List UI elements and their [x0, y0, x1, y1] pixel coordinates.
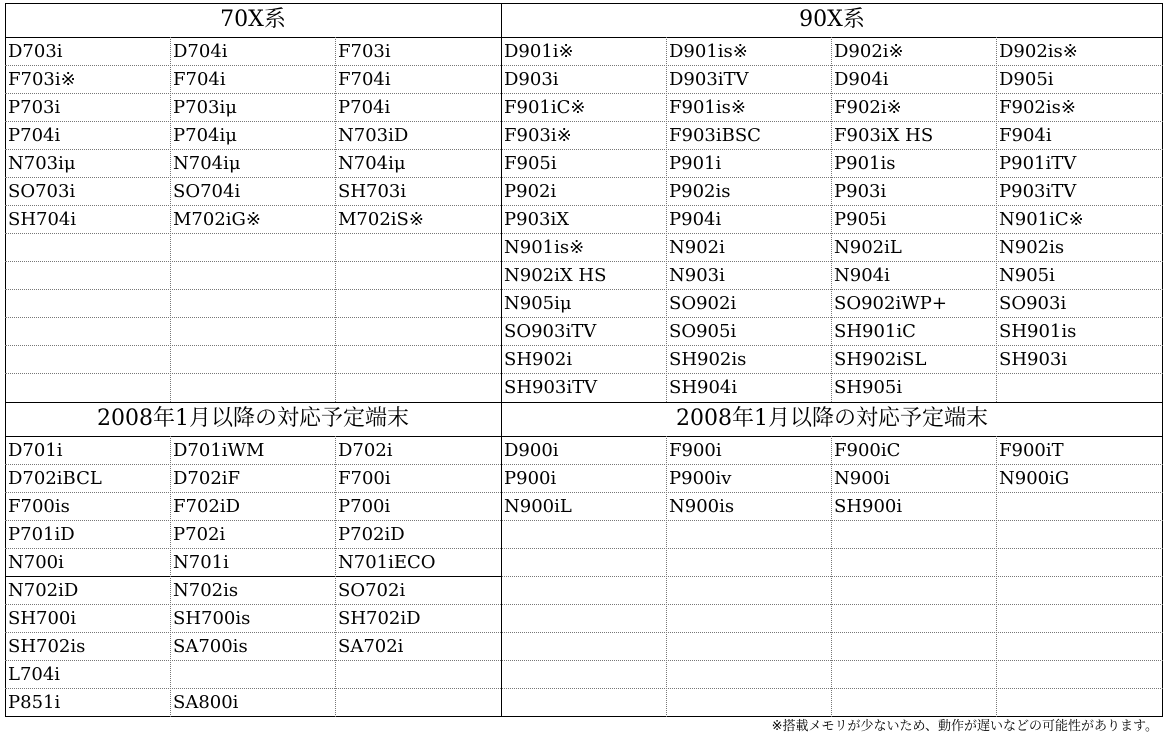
device-grid-planned-left: [5, 436, 501, 717]
device-model: F905i: [504, 153, 557, 174]
panel-title-90x: 90X系: [799, 7, 865, 32]
table-row: [5, 150, 501, 178]
device-model: SO704i: [173, 181, 241, 202]
device-model: M702iG※: [173, 209, 262, 230]
device-model: SA800i: [173, 692, 239, 713]
device-model: [5, 234, 170, 262]
panel-planned-90x: [501, 402, 1163, 717]
table-row: [5, 178, 501, 206]
device-model: [666, 689, 831, 717]
device-model: SO703i: [8, 181, 76, 202]
device-model: D901i※: [504, 41, 574, 62]
device-model: SH900i: [834, 496, 903, 517]
device-model: P903iX: [504, 209, 570, 230]
table-row: [5, 122, 501, 150]
device-model: [666, 661, 831, 689]
table-row: [501, 66, 1163, 94]
device-model: P901is: [834, 153, 896, 174]
table-row: [5, 521, 501, 549]
device-model: SH903i: [999, 349, 1068, 370]
device-model: [501, 689, 666, 717]
device-model: D702iBCL: [8, 468, 102, 489]
device-model: D902is※: [999, 41, 1078, 62]
device-model: SH902is: [669, 349, 747, 370]
panel-planned-70x: [5, 402, 501, 717]
table-row: [501, 521, 1163, 549]
device-model: F902is※: [999, 97, 1076, 118]
table-row: [501, 549, 1163, 577]
device-model: [996, 577, 1161, 605]
device-grid-70x: [5, 37, 501, 402]
device-model: [831, 521, 996, 549]
device-model: [666, 605, 831, 633]
table-row: [5, 94, 501, 122]
table-row: [5, 346, 501, 374]
device-model: D900i: [504, 440, 559, 461]
table-row: [501, 437, 1163, 465]
panel-title-70x: 70X系: [220, 7, 286, 32]
device-model: P901iTV: [999, 153, 1077, 174]
device-model: F900iC: [834, 440, 901, 461]
table-row: [501, 122, 1163, 150]
column-separator: [831, 436, 832, 717]
device-model: N701iECO: [338, 552, 436, 573]
device-model: SH902iSL: [834, 349, 927, 370]
table-row: [501, 493, 1163, 521]
device-model: N900iG: [999, 468, 1070, 489]
device-model: [335, 262, 500, 290]
device-model: D901is※: [669, 41, 748, 62]
device-model: N903i: [669, 265, 725, 286]
device-model: D702iF: [173, 468, 241, 489]
device-model: [5, 374, 170, 402]
device-model: P904i: [669, 209, 722, 230]
device-model: [996, 549, 1161, 577]
middle-divider: [5, 402, 1163, 403]
device-model: SO905i: [669, 321, 737, 342]
device-model: SA700is: [173, 636, 248, 657]
device-model: SH901is: [999, 321, 1077, 342]
device-model: [501, 521, 666, 549]
device-model: [170, 318, 335, 346]
device-grid-90x: [501, 37, 1163, 402]
column-separator: [335, 436, 336, 717]
device-model: SA702i: [338, 636, 404, 657]
table-row: [501, 346, 1163, 374]
device-model: F904i: [999, 125, 1052, 146]
device-model: P701iD: [8, 524, 75, 545]
device-grid-planned-right: [501, 436, 1163, 717]
device-model: P851i: [8, 692, 61, 713]
device-model: D701iWM: [173, 440, 265, 461]
table-row: [501, 605, 1163, 633]
device-model: [831, 577, 996, 605]
device-model: P702iD: [338, 524, 405, 545]
device-model: SH702is: [8, 636, 86, 657]
device-model: [666, 521, 831, 549]
device-model: SH700is: [173, 608, 251, 629]
device-model: [170, 661, 335, 689]
device-model: N905iμ: [504, 293, 572, 314]
device-model: F903iX HS: [834, 125, 934, 146]
table-row: [501, 150, 1163, 178]
device-model: D702i: [338, 440, 393, 461]
device-model: F704i: [173, 69, 226, 90]
device-model: N700i: [8, 552, 64, 573]
table-row: [5, 549, 501, 577]
device-model: N704iμ: [173, 153, 241, 174]
device-model: [335, 318, 500, 346]
device-model: [170, 374, 335, 402]
device-model: [996, 661, 1161, 689]
device-model: F703i※: [8, 69, 76, 90]
device-model: P703i: [8, 97, 61, 118]
device-model: SO903iTV: [504, 321, 597, 342]
column-separator: [666, 436, 667, 717]
device-model: [335, 374, 500, 402]
device-model: SH703i: [338, 181, 407, 202]
device-model: F900i: [669, 440, 722, 461]
device-model: P903i: [834, 181, 887, 202]
device-model: P702i: [173, 524, 226, 545]
device-model: P905i: [834, 209, 887, 230]
device-model: P704i: [338, 97, 391, 118]
center-divider: [501, 3, 502, 717]
column-separator: [170, 436, 171, 717]
device-model: SH704i: [8, 209, 77, 230]
device-model: [335, 290, 500, 318]
device-model: M702iS※: [338, 209, 424, 230]
device-model: [831, 689, 996, 717]
table-row: [5, 262, 501, 290]
device-model: [5, 318, 170, 346]
table-row: [501, 633, 1163, 661]
device-model: [831, 633, 996, 661]
table-row: [5, 318, 501, 346]
column-separator: [831, 37, 832, 402]
device-model: D903iTV: [669, 69, 749, 90]
table-row: [5, 605, 501, 633]
device-model: SH904i: [669, 377, 738, 398]
device-model: P901i: [669, 153, 722, 174]
device-model: N900iL: [504, 496, 572, 517]
device-model: [996, 374, 1161, 402]
column-separator: [996, 436, 997, 717]
table-row: [5, 234, 501, 262]
device-model: [666, 577, 831, 605]
device-model: [996, 605, 1161, 633]
device-model: [170, 346, 335, 374]
table-row: [501, 318, 1163, 346]
device-model: F902i※: [834, 97, 902, 118]
device-model: F704i: [338, 69, 391, 90]
device-model: [996, 521, 1161, 549]
device-model: F703i: [338, 41, 391, 62]
device-model: N703iD: [338, 125, 409, 146]
device-model: F700i: [338, 468, 391, 489]
panel-90x: [501, 3, 1163, 402]
device-model: [666, 633, 831, 661]
table-row: [501, 38, 1163, 66]
device-model: P903iTV: [999, 181, 1077, 202]
panel-70x: [5, 3, 501, 402]
device-model: [831, 661, 996, 689]
device-model: [501, 605, 666, 633]
device-model: D704i: [173, 41, 228, 62]
table-row: [5, 206, 501, 234]
device-model: N703iμ: [8, 153, 76, 174]
device-model: [170, 234, 335, 262]
device-model: [666, 549, 831, 577]
device-model: N702is: [173, 580, 239, 601]
device-model: N902i: [669, 237, 725, 258]
device-model: [831, 549, 996, 577]
device-model: N902iX HS: [504, 265, 607, 286]
device-model: D904i: [834, 69, 889, 90]
device-model: SH902i: [504, 349, 573, 370]
table-row: [501, 206, 1163, 234]
device-model: N902iL: [834, 237, 902, 258]
device-model: SH702iD: [338, 608, 421, 629]
panel-title-planned-left: 2008年1月以降の対応予定端末: [97, 406, 409, 431]
device-model: [5, 290, 170, 318]
device-model: D905i: [999, 69, 1054, 90]
device-model: [831, 605, 996, 633]
table-row: [5, 493, 501, 521]
device-model: [335, 689, 500, 717]
table-row: [501, 262, 1163, 290]
table-row: [5, 374, 501, 402]
device-model: D701i: [8, 440, 63, 461]
device-model: [335, 346, 500, 374]
device-model: [501, 633, 666, 661]
device-model: L704i: [8, 664, 61, 685]
table-row: [5, 633, 501, 661]
device-model: [996, 493, 1161, 521]
device-model: SO903i: [999, 293, 1067, 314]
device-model: SO902i: [669, 293, 737, 314]
device-model: [170, 290, 335, 318]
device-model: N901is※: [504, 237, 585, 258]
device-model: D703i: [8, 41, 63, 62]
device-model: SH901iC: [834, 321, 916, 342]
table-row: [501, 577, 1163, 605]
column-separator: [666, 37, 667, 402]
device-model: N901iC※: [999, 209, 1084, 230]
device-model: N900is: [669, 496, 735, 517]
device-model: N902is: [999, 237, 1065, 258]
table-row: [5, 465, 501, 493]
device-model: P902i: [504, 181, 557, 202]
device-model: [5, 262, 170, 290]
device-model: [5, 346, 170, 374]
device-model: F700is: [8, 496, 70, 517]
device-model: [501, 577, 666, 605]
device-model: P902is: [669, 181, 731, 202]
device-model: [996, 633, 1161, 661]
device-model: SH903iTV: [504, 377, 598, 398]
device-model: D903i: [504, 69, 559, 90]
device-model: P704iμ: [173, 125, 237, 146]
table-row: [501, 94, 1163, 122]
device-model: P900iv: [669, 468, 732, 489]
table-row: [5, 577, 501, 605]
table-row: [501, 178, 1163, 206]
device-model: F903iBSC: [669, 125, 761, 146]
column-separator: [335, 37, 336, 402]
device-model: F903i※: [504, 125, 572, 146]
device-model: N702iD: [8, 580, 79, 601]
table-row: [501, 465, 1163, 493]
device-model: F900iT: [999, 440, 1064, 461]
table-row: [501, 661, 1163, 689]
device-model: SO902iWP+: [834, 293, 947, 314]
device-model: [501, 661, 666, 689]
device-model: [335, 234, 500, 262]
device-model: N701i: [173, 552, 229, 573]
device-model: SH700i: [8, 608, 77, 629]
table-row: [5, 38, 501, 66]
device-model: P900i: [504, 468, 557, 489]
device-model: [501, 549, 666, 577]
device-model: N900i: [834, 468, 890, 489]
device-model: F901iC※: [504, 97, 586, 118]
device-model: F901is※: [669, 97, 746, 118]
device-model: P704i: [8, 125, 61, 146]
device-model: F702iD: [173, 496, 241, 517]
column-separator: [170, 37, 171, 402]
table-row: [5, 290, 501, 318]
table-row: [5, 661, 501, 689]
device-model: D902i※: [834, 41, 904, 62]
device-model: N905i: [999, 265, 1055, 286]
device-model: N704iμ: [338, 153, 406, 174]
table-row: [5, 437, 501, 465]
device-model: [996, 689, 1161, 717]
table-row: [501, 689, 1163, 717]
column-separator: [996, 37, 997, 402]
device-model: [170, 262, 335, 290]
table-row: [501, 234, 1163, 262]
device-model: [335, 661, 500, 689]
device-model: N904i: [834, 265, 890, 286]
panel-title-planned-right: 2008年1月以降の対応予定端末: [676, 406, 988, 431]
table-row: [5, 66, 501, 94]
device-model: SO702i: [338, 580, 406, 601]
table-row: [501, 374, 1163, 402]
device-model: P700i: [338, 496, 391, 517]
device-model: P703iμ: [173, 97, 237, 118]
device-model: SH905i: [834, 377, 903, 398]
table-row: [5, 689, 501, 717]
footnote: ※搭載メモリが少ないため、動作が遅いなどの可能性があります。: [771, 719, 1158, 734]
table-row: [501, 290, 1163, 318]
